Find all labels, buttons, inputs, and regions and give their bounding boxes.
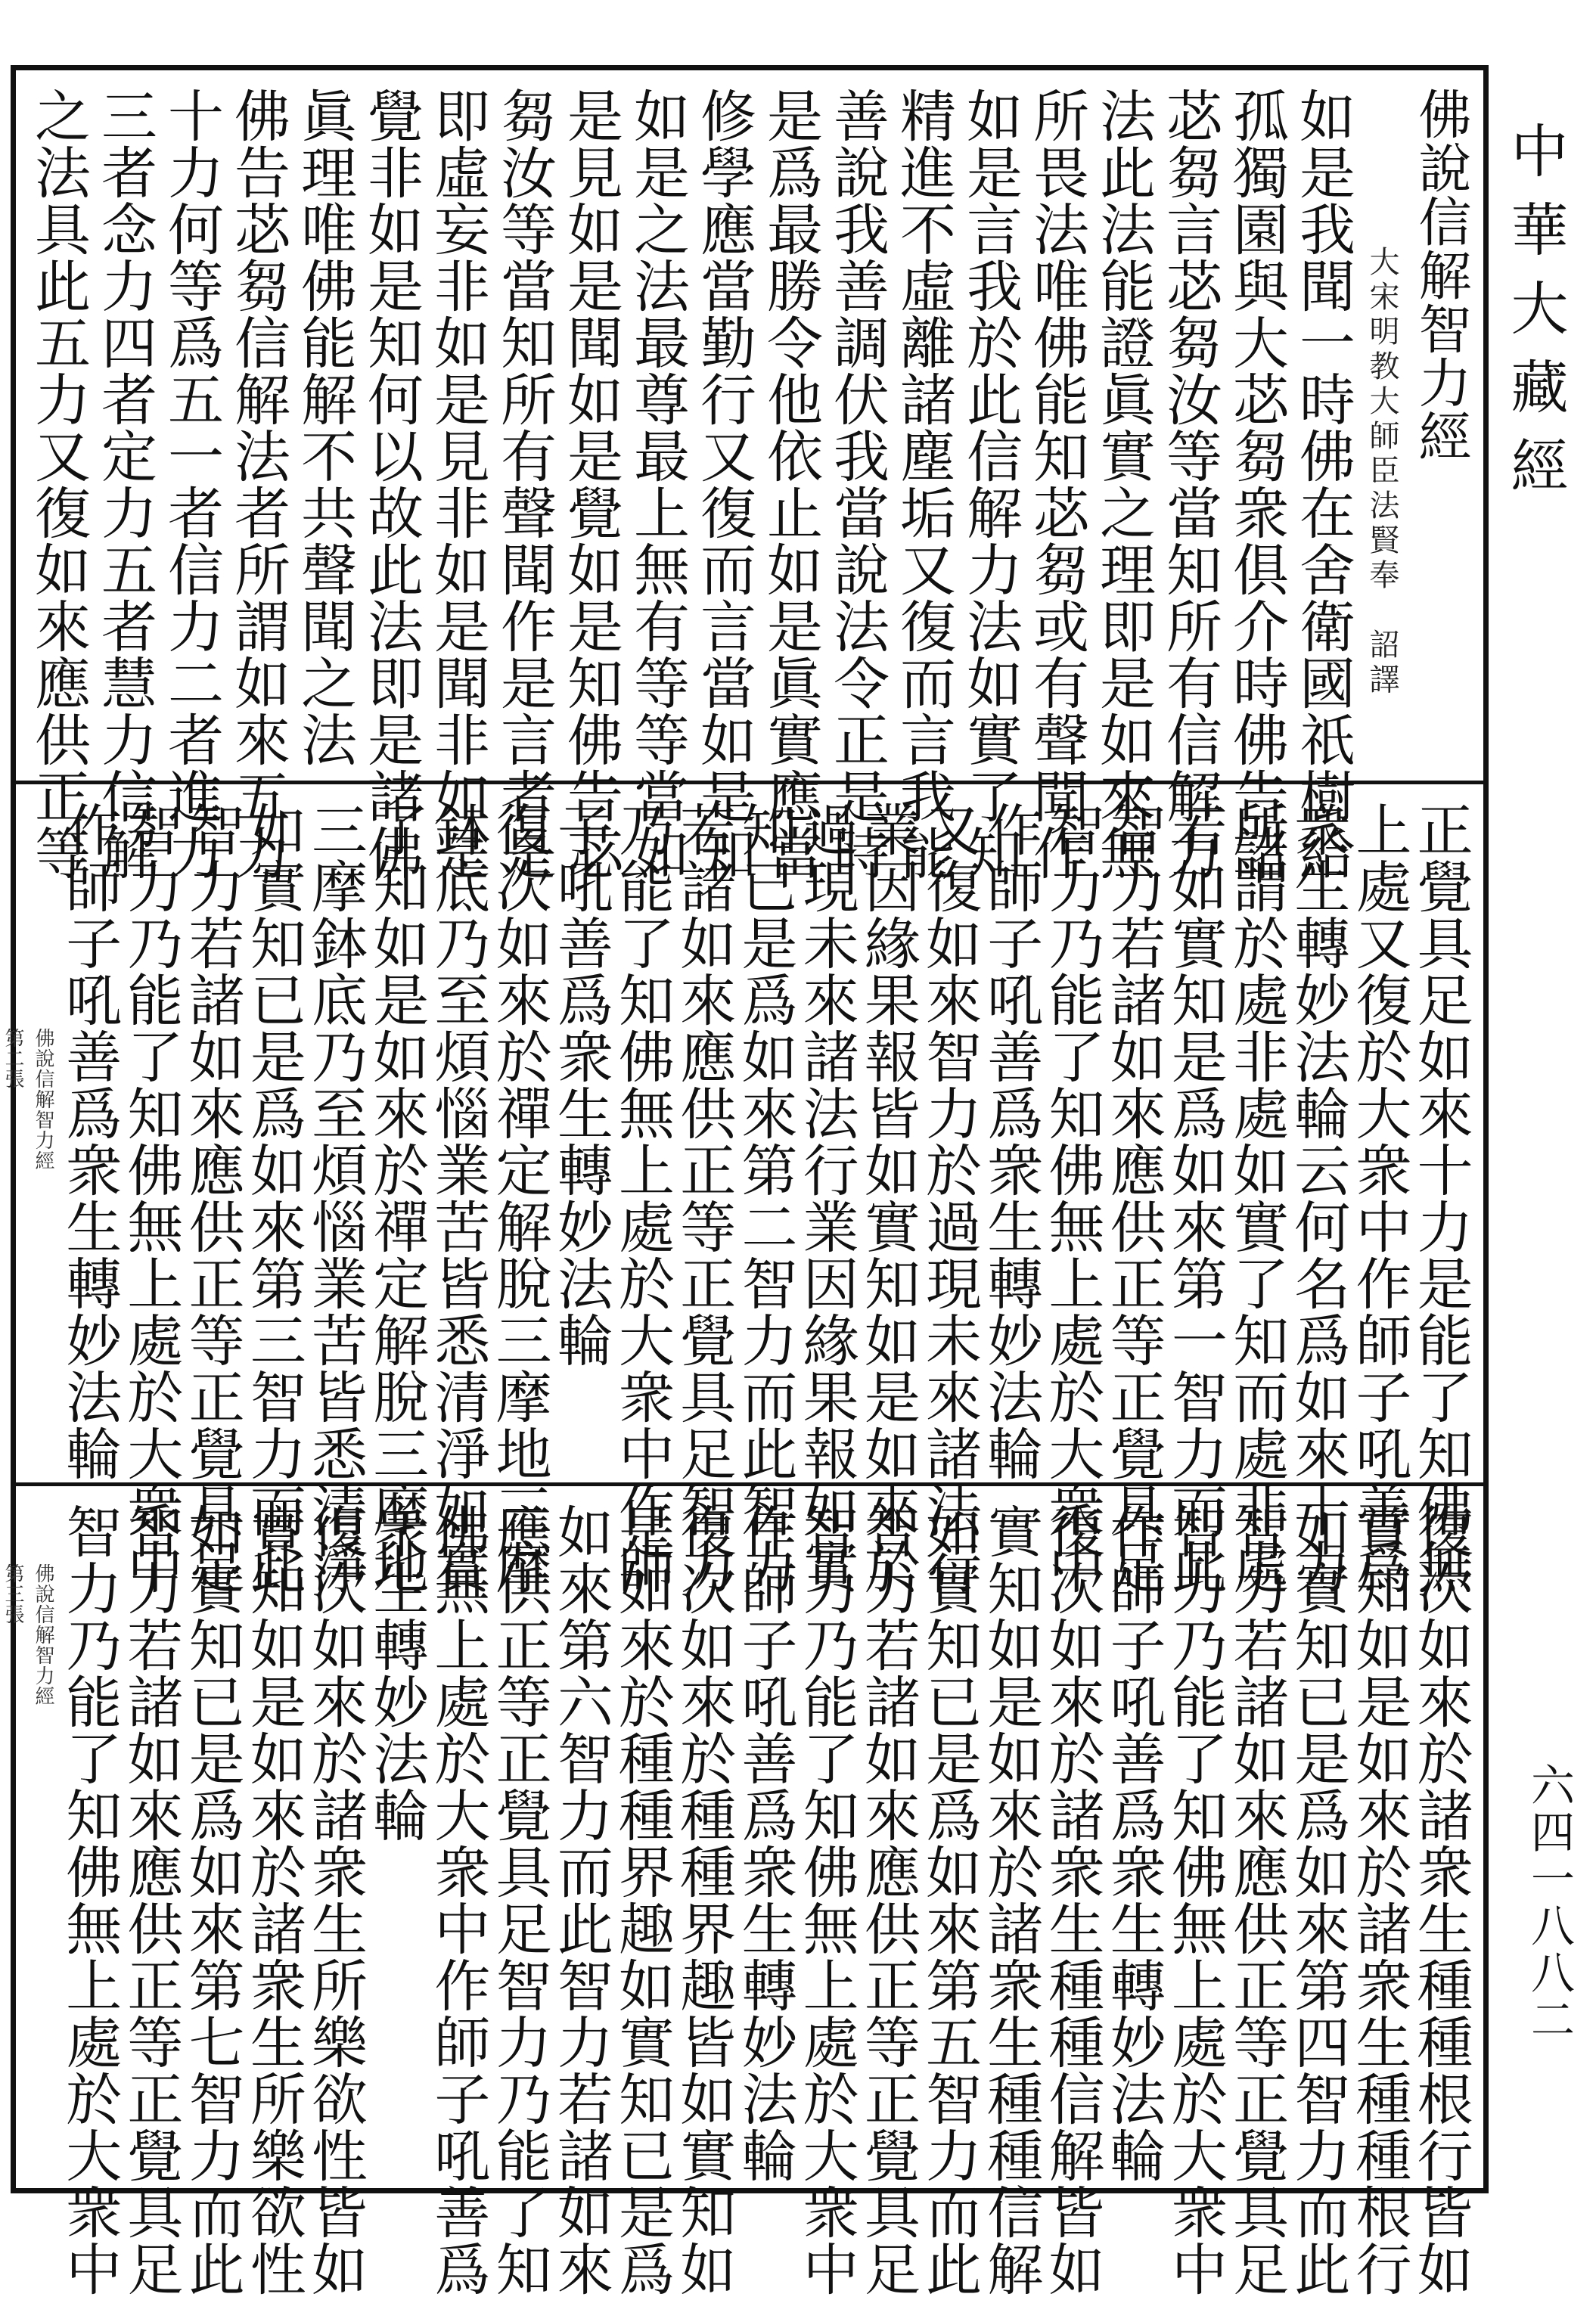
register-3-columns — [2, 1503, 1473, 2297]
text-column: 如是我聞一時佛在舍衛國祇樹給 — [1290, 87, 1355, 881]
text-column: 了知如是如來於禪定解脫三摩地 — [364, 801, 430, 1595]
text-column: 三摩鉢底乃至煩惱業苦皆悉清淨 — [303, 801, 368, 1595]
text-column: 實知如是如來於諸衆生所樂欲性 — [241, 1503, 306, 2297]
text-column: 作師子吼善爲衆生轉妙法輪 — [57, 801, 123, 1482]
text-column: 芻汝等當知所有聲聞作是言者是 — [492, 87, 557, 881]
text-column: 如實知已是爲如來第三智力而此 — [241, 801, 306, 1595]
text-column: 眞理唯佛能解不共聲聞之法 — [292, 87, 357, 768]
margin-note-title: 佛說信解智力經 — [32, 1563, 54, 1706]
margin-note-page: 第三張 — [2, 1563, 24, 1625]
text-column: 即虛妄非如是見非如是聞非如是 — [425, 87, 490, 881]
sutra-title: 佛說信解智力經 — [1410, 87, 1472, 463]
text-column: 復次如來於種種界趣皆如實知如 — [671, 1503, 737, 2297]
text-column: 之法具此五力又復如來應供正等 — [26, 87, 91, 881]
text-column: 如實知已是爲如來第五智力而此 — [917, 1503, 983, 2297]
text-column: 智力若諸如來應供正等正覺具足 — [118, 1503, 184, 2297]
text-column: 智力乃能了知佛無上處於大衆中 — [793, 1503, 859, 2297]
text-column: 苾芻言苾芻汝等當知所有信解力 — [1157, 87, 1222, 881]
text-column: 智力若諸如來應供正等正覺具足 — [855, 1503, 921, 2297]
text-column: 如實知已是爲如來第七智力而此 — [179, 1503, 245, 2297]
page-number: 六四一八八二 — [1523, 1762, 1575, 2044]
text-column: 業因緣果報皆如實知如是如來於 — [855, 801, 921, 1595]
text-column: 所畏法唯佛能知苾芻或有聲聞作 — [1024, 87, 1089, 881]
text-column: 又復如來智力於過現未來諸法行 — [917, 801, 983, 1595]
text-column: 實知如是如來於諸衆生種種根行 — [1346, 1503, 1412, 2297]
text-column: 如來第六智力而此智力若諸如來 — [548, 1503, 613, 2297]
text-column: 是見如是聞如是覺如是知佛告苾 — [558, 87, 623, 881]
margin-note-title: 佛說信解智力經 — [32, 1028, 54, 1171]
text-column: 應供正等正覺具足智力乃能了知 — [486, 1503, 552, 2297]
text-column: 所謂於處非處如實了知而處非處 — [1224, 801, 1290, 1595]
text-column: 如實知已是爲如來第四智力而此 — [1285, 1503, 1351, 2297]
text-column: 乃能了知佛無上處於大衆中作師 — [610, 801, 675, 1595]
text-column: 智力乃能了知佛無上處於大衆中 — [57, 1503, 123, 2297]
text-column: 法此法能證眞實之理即是如來無 — [1091, 87, 1156, 881]
text-column: 正覺具足如來十力是能了知佛無 — [1408, 801, 1473, 1595]
text-column: 復次如來於禪定解脫三摩地三摩 — [486, 801, 552, 1595]
text-column: 知已是爲如來第二智力而此智力 — [732, 801, 798, 1595]
margin-note-page: 第二張 — [2, 1028, 24, 1089]
text-column: 智力乃能了知佛無上處於大衆中 — [1162, 1503, 1228, 2297]
text-column: 智力乃能了知佛無上處於大衆中 — [118, 801, 184, 1595]
text-column: 作師子吼善爲衆生轉妙法輪 — [978, 801, 1044, 1482]
text-column: 若如實知是爲如來第一智力而此 — [1162, 801, 1228, 1595]
text-column: 是爲最勝令他依止如是眞實應當 — [758, 87, 823, 881]
page-frame — [2, 65, 1489, 2297]
text-column: 復次如來於諸衆生種種信解皆如 — [1039, 1503, 1105, 2297]
text-column: 若諸如來應供正等正覺具足智力 — [671, 801, 737, 1595]
register-1 — [16, 70, 1483, 881]
text-column: 孤獨園與大苾芻衆俱介時佛告諸 — [1224, 87, 1289, 881]
text-column: 智力若諸如來應供正等正覺具足 — [1224, 1503, 1290, 2297]
text-column: 復次如來於諸衆生種種根行皆如 — [1408, 1503, 1473, 2297]
register-3 — [2, 1486, 1483, 2297]
text-column: 作師子吼善爲衆生轉妙法輪 — [732, 1503, 798, 2184]
register-1-columns — [26, 87, 1472, 881]
text-column: 精進不虛離諸塵垢又復而言我能 — [891, 87, 956, 881]
text-column: 子吼善爲衆生轉妙法輪 — [548, 801, 613, 1368]
text-column: 衆生轉妙法輪 — [364, 1503, 430, 1843]
text-column: 如是之法最尊最上無有等等當如 — [625, 87, 690, 881]
text-column: 佛告苾芻信解法者所謂如來五力 — [225, 87, 290, 881]
text-column: 衆生轉妙法輪云何名爲如來十力 — [1285, 801, 1351, 1595]
margin-note — [2, 1503, 58, 2232]
text-column: 智力若諸如來應供正等正覺具足 — [179, 801, 245, 1595]
text-column: 覺非如是知何以故此法即是諸佛 — [359, 87, 424, 881]
translator-line: 大宋明教大師臣法賢奉 詔譯 — [1365, 246, 1399, 698]
text-column: 智力若諸如來應供正等正覺具足 — [1101, 801, 1166, 1595]
margin-note-stack — [0, 1563, 58, 2232]
text-column: 修學應當勤行又復而言當如是知 — [691, 87, 756, 881]
text-column: 作師子吼善爲衆生轉妙法輪 — [1101, 1503, 1166, 2184]
text-column: 復次如來於諸衆生所樂欲性皆如 — [303, 1503, 368, 2297]
text-column: 善說我善調伏我當說法令正是時 — [824, 87, 890, 881]
text-column: 三者念力四者定力五者慧力信解 — [92, 87, 157, 881]
text-column: 如是言我於此信解力法如實了知 — [958, 87, 1023, 881]
text-column: 實知如是如來於諸衆生種種信解 — [978, 1503, 1044, 2297]
text-column: 鉢底乃至煩惱業苦皆悉清淨如實 — [425, 801, 491, 1595]
text-column: 是如來於種種界趣如實知已是爲 — [610, 1503, 675, 2297]
text-column: 佛無上處於大衆中作師子吼善爲 — [425, 1503, 491, 2297]
text-column: 十力何等爲五一者信力二者進力 — [159, 87, 224, 881]
text-column: 智力乃能了知佛無上處於大衆中 — [1039, 801, 1105, 1595]
collection-title: 中華大藏經 — [1501, 121, 1569, 514]
text-column: 過現未來諸法行業因緣果報如實 — [793, 801, 859, 1595]
text-column: 上處又復於大衆中作師子吼善爲 — [1346, 801, 1412, 1595]
